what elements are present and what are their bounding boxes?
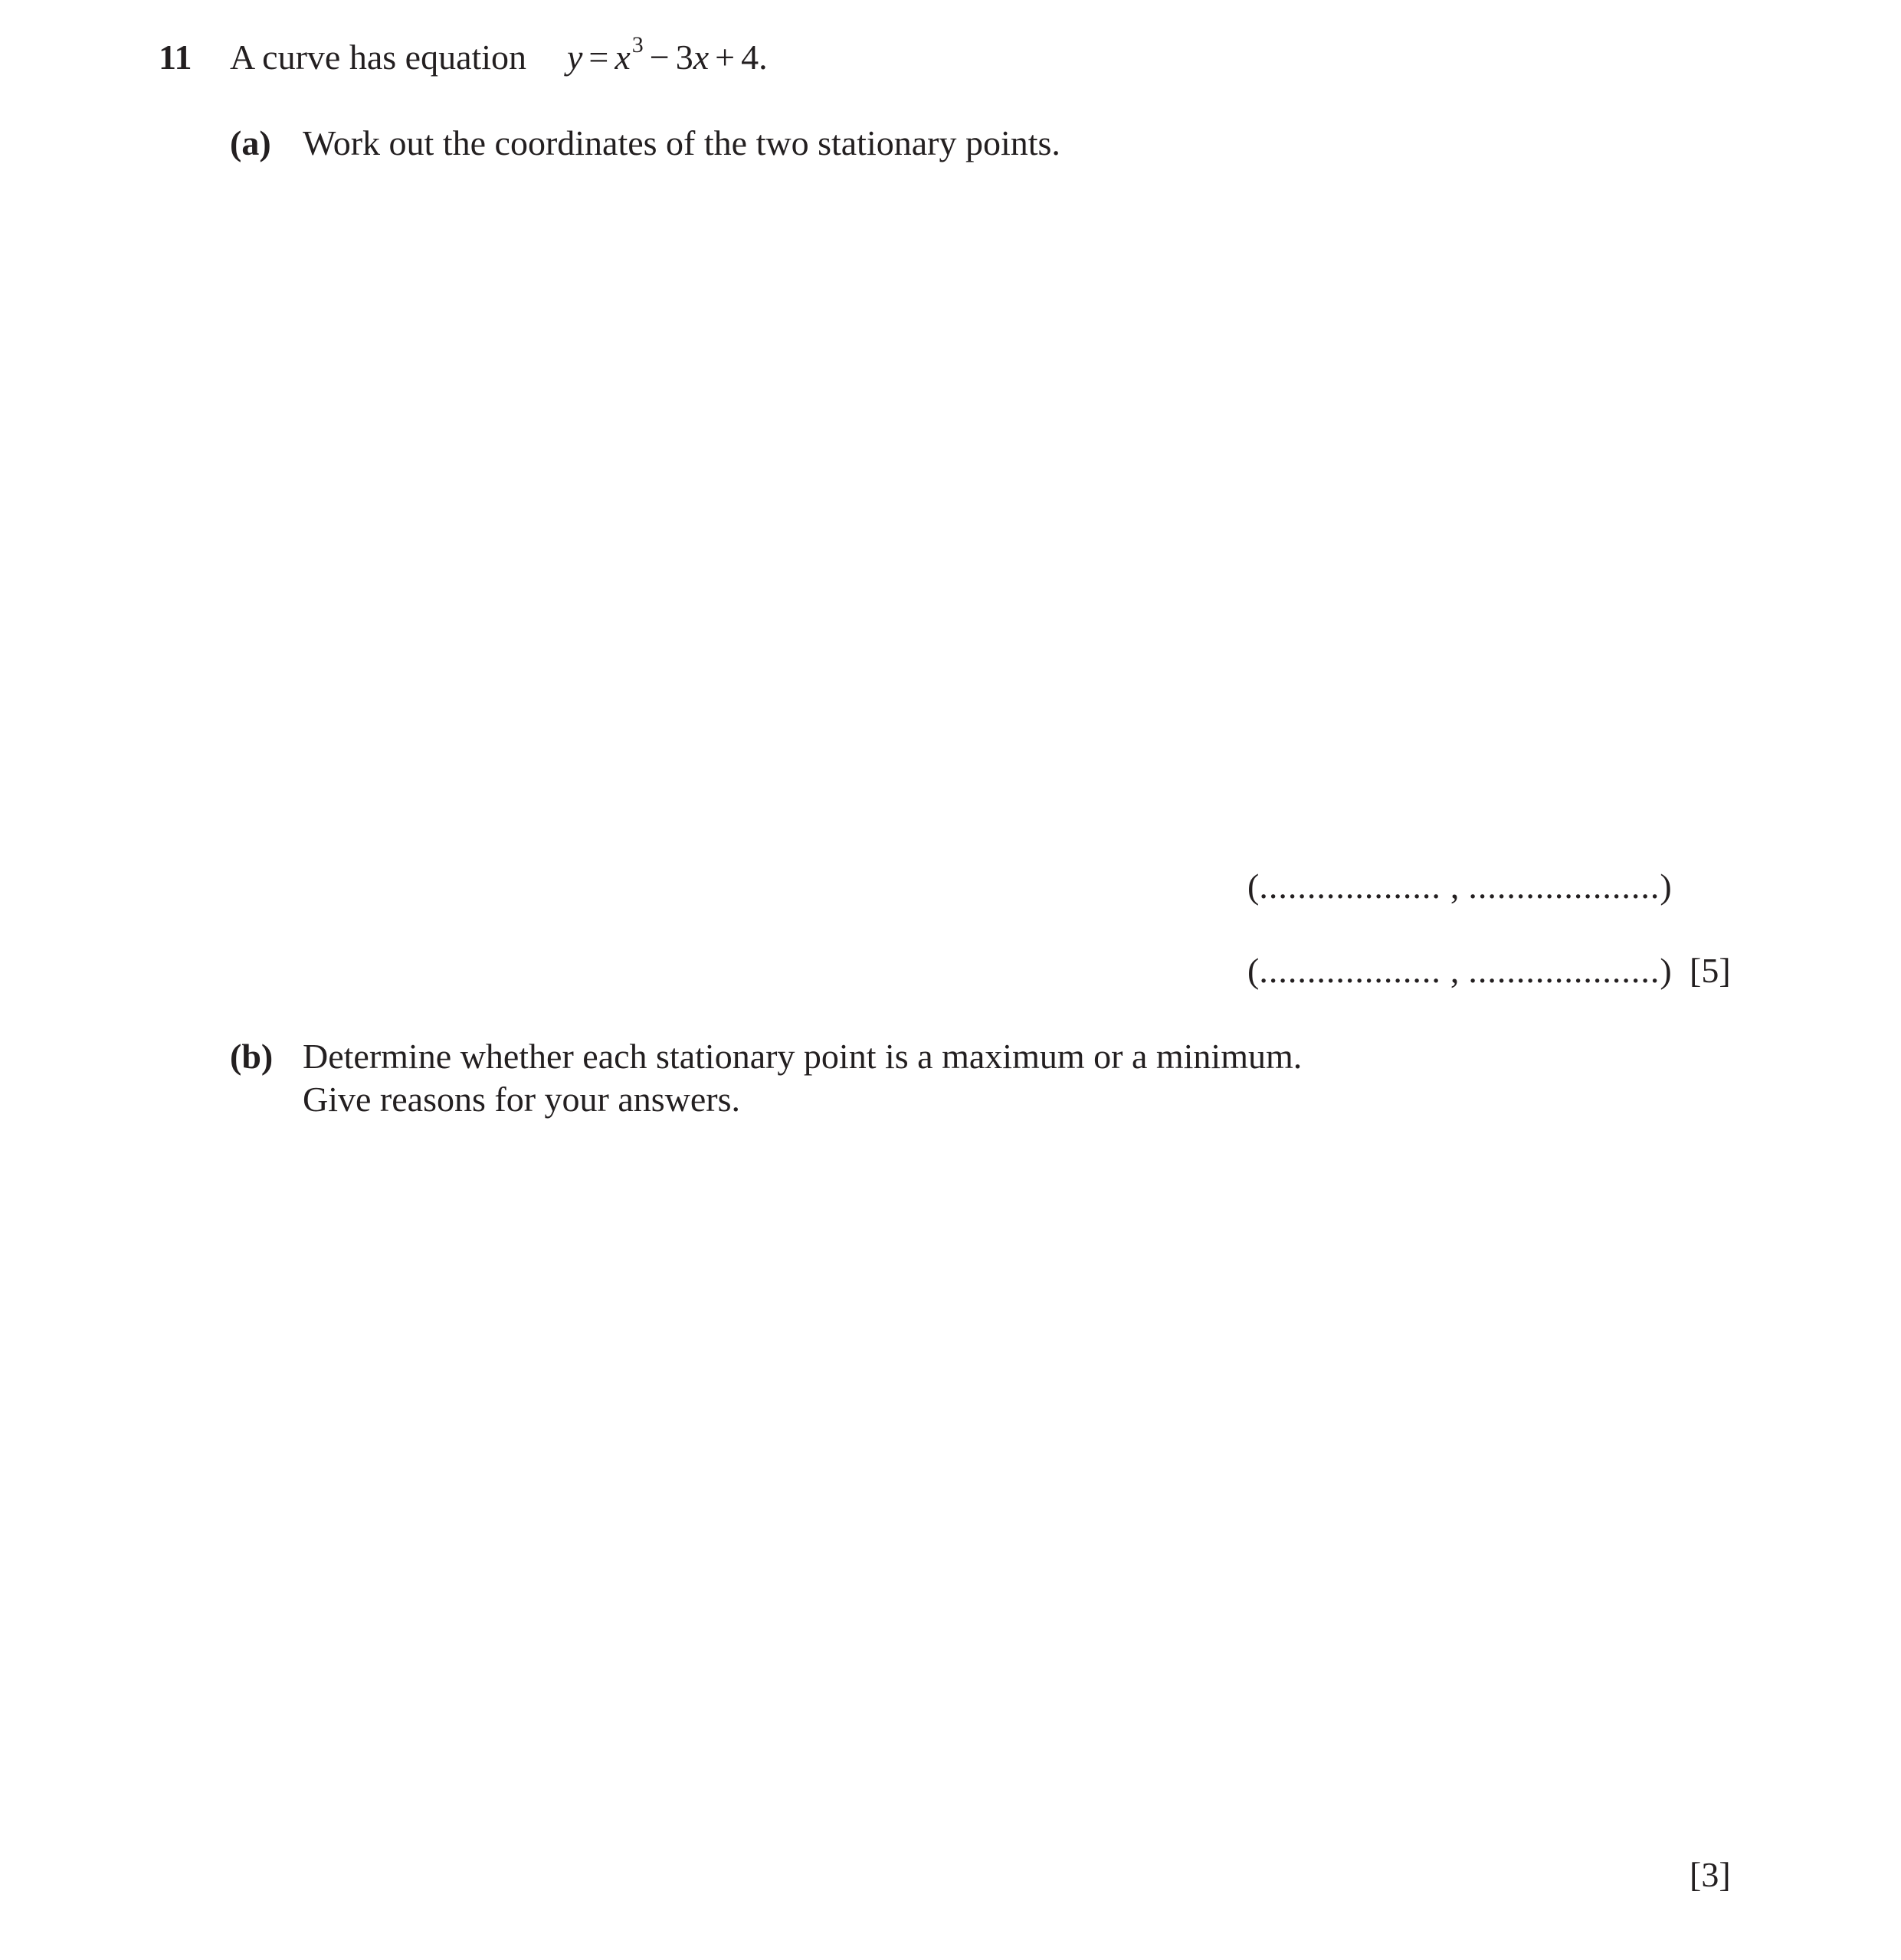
part-b-line-1: Determine whether each stationary point is a maximum or a minimum. — [303, 1037, 1303, 1076]
equation-equals: = — [588, 38, 609, 77]
equation-x-linear: x — [693, 38, 710, 77]
equation-minus: − — [649, 38, 670, 77]
answer-2-close: ) — [1660, 951, 1672, 990]
answer-1-close: ) — [1660, 867, 1672, 906]
equation-y: y — [567, 38, 583, 77]
equation-coefficient: 3 — [675, 38, 693, 77]
part-b-marks: [3] — [1690, 1855, 1731, 1894]
answer-2-x[interactable]: ................... — [1259, 951, 1441, 990]
question-intro: A curve has equation — [230, 38, 527, 77]
equation-x: x — [615, 38, 631, 77]
part-a-label: (a) — [230, 123, 271, 162]
part-a-text: Work out the coordinates of the two stationary points. — [303, 123, 1060, 162]
answer-2-open: ( — [1247, 951, 1260, 990]
part-a-marks: [5] — [1690, 951, 1731, 990]
curve-equation — [567, 31, 768, 78]
question-number: 11 — [159, 38, 192, 77]
answer-1-x[interactable]: ................... — [1259, 867, 1441, 906]
equation-end: . — [759, 38, 768, 77]
answer-1-open: ( — [1247, 867, 1260, 906]
equation-constant: 4 — [741, 38, 759, 77]
answer-line-1[interactable] — [1247, 866, 1672, 907]
answer-2-comma: , — [1450, 951, 1460, 990]
equation-plus: + — [715, 38, 736, 77]
answer-1-y[interactable]: .................... — [1468, 867, 1660, 906]
equation-exponent: 3 — [631, 31, 644, 57]
part-b-line-2: Give reasons for your answers. — [303, 1080, 741, 1119]
answer-1-comma: , — [1450, 867, 1460, 906]
answer-2-y[interactable]: .................... — [1468, 951, 1660, 990]
part-b-label: (b) — [230, 1037, 274, 1076]
answer-line-2[interactable] — [1247, 950, 1672, 991]
